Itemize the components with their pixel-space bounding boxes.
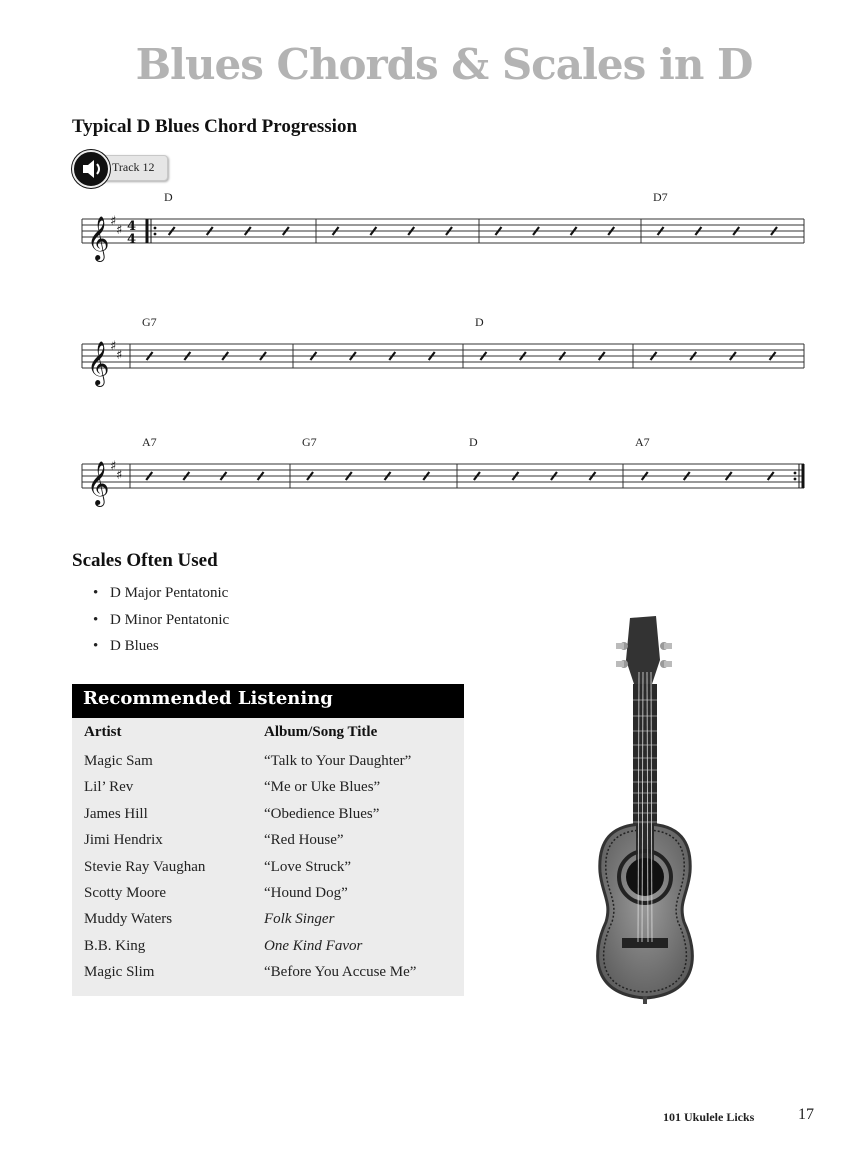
repeat-dot — [794, 472, 797, 475]
listening-row — [72, 806, 464, 832]
page-title: Blues Chords & Scales in D — [135, 40, 753, 89]
col-album-header: Album/Song Title — [264, 724, 378, 740]
sharp-icon: ♯ — [116, 223, 123, 238]
time-signature-bottom: 4 — [127, 232, 137, 247]
track-label: Track 12 — [112, 160, 155, 174]
repeat-dot — [154, 227, 157, 230]
bullet-icon: • — [93, 638, 99, 654]
bridge — [622, 938, 668, 948]
treble-clef-icon: 𝄞 — [87, 216, 110, 260]
artist-cell: James Hill — [84, 805, 148, 822]
progression-heading: Typical D Blues Chord Progression — [72, 116, 358, 137]
sharp-icon: ♯ — [110, 214, 117, 229]
col-artist-header: Artist — [84, 724, 122, 740]
chord-staff-notation — [0, 0, 864, 520]
listening-row — [72, 859, 464, 885]
repeat-dot — [154, 233, 157, 236]
scales-heading: Scales Often Used — [72, 550, 218, 571]
sharp-icon: ♯ — [116, 468, 123, 483]
sharp-icon: ♯ — [110, 339, 117, 354]
chord-symbol: A7 — [142, 435, 157, 449]
album-cell: “Love Struck” — [264, 858, 352, 875]
album-cell: “Obedience Blues” — [264, 805, 380, 822]
listening-row — [72, 938, 464, 964]
page-number: 17 — [798, 1106, 814, 1123]
chord-symbol: G7 — [302, 435, 317, 449]
artist-cell: Muddy Waters — [84, 911, 173, 928]
listening-row — [72, 779, 464, 805]
artist-cell: Jimi Hendrix — [84, 832, 163, 849]
chord-symbol: G7 — [142, 315, 157, 329]
album-cell: “Talk to Your Daughter” — [264, 753, 412, 769]
listening-row — [72, 911, 464, 937]
scale-item: • D Blues — [93, 633, 229, 660]
artist-cell: Magic Sam — [84, 753, 153, 769]
recommended-listening-box — [72, 684, 464, 996]
listening-title: Recommended Listening — [83, 688, 333, 709]
listening-row — [72, 832, 464, 858]
footer-book-title: 101 Ukulele Licks — [663, 1110, 755, 1124]
album-cell: “Hound Dog” — [264, 885, 348, 901]
artist-cell: Magic Slim — [84, 964, 155, 981]
scales-list — [93, 580, 229, 660]
listening-header — [72, 684, 464, 718]
artist-cell: Lil’ Rev — [84, 779, 134, 796]
ukulele-photo — [570, 612, 730, 1008]
album-cell: Folk Singer — [264, 911, 335, 928]
time-signature-top: 4 — [127, 219, 137, 234]
album-cell: “Before You Accuse Me” — [264, 964, 417, 981]
scale-item: • D Major Pentatonic — [93, 580, 229, 607]
chord-symbol: D — [475, 315, 484, 329]
chord-symbol: A7 — [635, 435, 650, 449]
artist-cell: Scotty Moore — [84, 885, 167, 901]
listening-row — [72, 753, 464, 779]
bullet-icon: • — [93, 585, 99, 601]
scale-item: • D Minor Pentatonic — [93, 607, 229, 634]
album-cell: “Red House” — [264, 832, 344, 849]
chord-symbol: D — [469, 435, 478, 449]
bullet-icon: • — [93, 611, 99, 628]
treble-clef-icon: 𝄞 — [87, 341, 110, 385]
artist-cell: B.B. King — [84, 937, 146, 954]
listening-row — [72, 964, 464, 990]
artist-cell: Stevie Ray Vaughan — [84, 858, 206, 875]
album-cell: “Me or Uke Blues” — [264, 779, 381, 796]
chord-symbol: D — [164, 190, 173, 204]
listening-row — [72, 885, 464, 911]
chord-symbol: D7 — [653, 190, 668, 204]
album-cell: One Kind Favor — [264, 937, 363, 954]
treble-clef-icon: 𝄞 — [87, 461, 110, 505]
sharp-icon: ♯ — [116, 348, 123, 363]
repeat-dot — [794, 478, 797, 481]
sharp-icon: ♯ — [110, 459, 117, 474]
